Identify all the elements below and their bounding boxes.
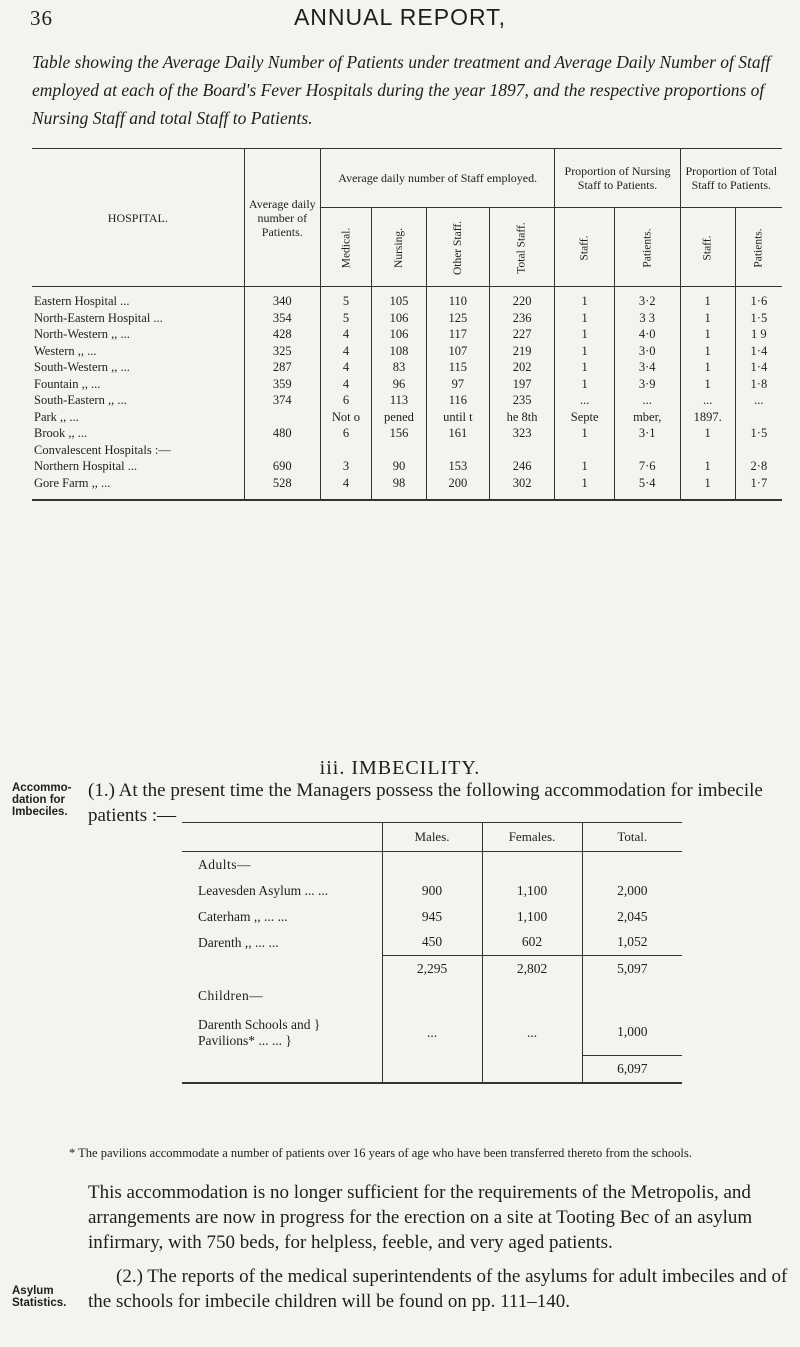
table-cell: 1 [680, 310, 735, 327]
hospital-name: North-Eastern Hospital ... [34, 310, 163, 325]
subtotal-males: 2,295 [382, 956, 482, 982]
hospital-name: North-Western ,, ... [34, 327, 130, 342]
table-cell: 1·4 [735, 359, 782, 376]
table-row [32, 392, 782, 409]
table-cell: 105 [371, 287, 426, 310]
table-cell: 235 [489, 392, 555, 409]
table-cell [244, 409, 320, 426]
table-cell: 115 [427, 359, 490, 376]
subheader-total-staff: Total Staff. [489, 208, 555, 287]
table-row [32, 310, 782, 327]
table-cell: 98 [371, 475, 426, 500]
header-staff-employed: Average daily number of Staff employed. [320, 149, 554, 208]
subheader-total-staff-prop: Staff. [680, 208, 735, 287]
table-row [32, 425, 782, 442]
margin-note-accommodation [12, 782, 71, 818]
t2-header-males: Males. [382, 823, 482, 852]
table-cell: 1 [680, 425, 735, 442]
hospital-name: Park ,, ... [34, 409, 79, 424]
header-nursing-proportion: Proportion of Nursing Staff to Patients. [555, 149, 680, 208]
hospital-name: South-Western ,, ... [34, 360, 130, 375]
table-cell: 6 [320, 392, 371, 409]
table-cell: 1·6 [735, 287, 782, 310]
females-value: 602 [482, 930, 582, 956]
table-cell: 428 [244, 326, 320, 343]
fever-hospitals-table [32, 148, 782, 501]
table-cell: 227 [489, 326, 555, 343]
table-cell: 1 [555, 287, 614, 310]
row-name-line: Pavilions* ... ... } [198, 1032, 292, 1048]
table-cell: 3 [320, 458, 371, 475]
table-row [32, 287, 782, 310]
males-value: ... [382, 1010, 482, 1056]
table-cell: 202 [489, 359, 555, 376]
hospital-name: Brook ,, ... [34, 426, 88, 441]
table-cell: ... [614, 392, 680, 409]
table-cell: 1 [680, 376, 735, 393]
table-cell: 1 [555, 359, 614, 376]
table-cell: 161 [427, 425, 490, 442]
table-cell: 125 [427, 310, 490, 327]
table-cell: 1 [680, 343, 735, 360]
table-row [32, 409, 782, 426]
t2-header-females: Females. [482, 823, 582, 852]
section-title: iii. IMBECILITY. [319, 757, 481, 779]
table-cell: 4 [320, 326, 371, 343]
table-cell: 108 [371, 343, 426, 360]
row-name: Caterham ,, ... ... [198, 908, 288, 924]
table-cell: 690 [244, 458, 320, 475]
header-hospital: HOSPITAL. [32, 149, 244, 287]
hospital-name: Convalescent Hospitals :— [34, 442, 171, 457]
table-cell: 197 [489, 376, 555, 393]
table-cell: 374 [244, 392, 320, 409]
table-cell: 236 [489, 310, 555, 327]
table-cell: 2·8 [735, 458, 782, 475]
table-cell: 1897. [680, 409, 735, 426]
subtotal-total: 5,097 [582, 956, 682, 982]
table-cell: 97 [427, 376, 490, 393]
table-cell: ... [735, 392, 782, 409]
row-name-darenth-schools [182, 1010, 382, 1056]
females-value: ... [482, 1010, 582, 1056]
table-cell: 4 [320, 376, 371, 393]
table-cell: 5 [320, 310, 371, 327]
table-cell: ... [680, 392, 735, 409]
table-body [32, 287, 782, 500]
table-cell: 1 [555, 475, 614, 500]
footnote [70, 1145, 790, 1162]
table-cell: 246 [489, 458, 555, 475]
table-cell: 90 [371, 458, 426, 475]
table-cell: 156 [371, 425, 426, 442]
table-row [32, 326, 782, 343]
table-cell [427, 442, 490, 459]
subtotal-females: 2,802 [482, 956, 582, 982]
table-cell: 325 [244, 343, 320, 360]
table-row [32, 475, 782, 500]
paragraph-insufficient: This accommodation is no longer sufficient for the requirements of the Metropolis, and arrangements are now in progress for the erection on a site at Tooting Bec of an asylum infirmary, with 750 beds, for helpless, feeble, and very aged patients. [88, 1182, 753, 1253]
hospital-name: Northern Hospital ... [34, 459, 138, 474]
table-cell: 220 [489, 287, 555, 310]
table-cell: 3·4 [614, 359, 680, 376]
hospital-name: South-Eastern ,, ... [34, 393, 127, 408]
table-cell: 6 [320, 425, 371, 442]
hospital-name: Eastern Hospital ... [34, 294, 130, 309]
hospital-name: Fountain ,, ... [34, 376, 101, 391]
females-value: 1,100 [482, 878, 582, 904]
table-cell: 7·6 [614, 458, 680, 475]
table-row [32, 343, 782, 360]
males-value: 945 [382, 904, 482, 930]
hospital-name: Western ,, ... [34, 343, 97, 358]
table-cell: 5 [320, 287, 371, 310]
table-cell: 3·0 [614, 343, 680, 360]
table-cell: 1 [680, 475, 735, 500]
table-cell: 1 [555, 458, 614, 475]
paragraph-accommodation: (1.) At the present time the Managers possess the following accommodation for imbecile patients :— [88, 780, 763, 826]
table-cell [244, 442, 320, 459]
subheader-other-staff: Other Staff. [427, 208, 490, 287]
table-cell: 4 [320, 475, 371, 500]
table-cell: 354 [244, 310, 320, 327]
males-value: 900 [382, 878, 482, 904]
grand-total: 6,097 [582, 1056, 682, 1084]
total-value: 2,045 [582, 904, 682, 930]
footnote-text: * The pavilions accommodate a number of patients over 16 years of age who have been transferred thereto from the schools. [69, 1146, 692, 1160]
table-cell: 4 [320, 359, 371, 376]
hospital-name: Gore Farm ,, ... [32, 475, 244, 500]
table-cell: 153 [427, 458, 490, 475]
table-cell: he 8th [489, 409, 555, 426]
table-cell: 113 [371, 392, 426, 409]
table-cell: ... [555, 392, 614, 409]
total-value: 1,052 [582, 930, 682, 956]
table-cell: 1·7 [735, 475, 782, 500]
table-cell: 96 [371, 376, 426, 393]
table-cell: 340 [244, 287, 320, 310]
table-cell: Not o [320, 409, 371, 426]
table-cell: 1 [680, 287, 735, 310]
running-header: ANNUAL REPORT, [293, 4, 507, 30]
table-cell: 287 [244, 359, 320, 376]
table-caption: Table showing the Average Daily Number of Patients under treatment and Average Daily Number of Staff employed at each of the Board's Fever Hospitals during the year 1897, and the respective proportions of Nursing Staff and total Staff to Patients. [32, 52, 771, 128]
margin-line: Accommo- [12, 782, 72, 794]
table-cell [555, 442, 614, 459]
row-name: Leavesden Asylum ... ... [198, 882, 329, 898]
row-name-line: Darenth Schools and } [198, 1016, 321, 1032]
table-cell [614, 442, 680, 459]
table-cell [735, 409, 782, 426]
table-cell: 200 [427, 475, 490, 500]
table-cell: 528 [244, 475, 320, 500]
table-cell: 106 [371, 326, 426, 343]
imbecile-accommodation-table [182, 822, 682, 1084]
margin-line: Statistics. [12, 1297, 67, 1309]
t2-header-total: Total. [582, 823, 682, 852]
females-value: 1,100 [482, 904, 582, 930]
subheader-nursing: Nursing. [371, 208, 426, 287]
margin-line: dation for [12, 794, 66, 806]
table-cell: 3 3 [614, 310, 680, 327]
table-cell: 1 [555, 425, 614, 442]
table-cell: 1 [555, 326, 614, 343]
table-cell: 1·4 [735, 343, 782, 360]
table-row [32, 359, 782, 376]
males-value: 450 [382, 930, 482, 956]
table-cell: 4·0 [614, 326, 680, 343]
table-cell: 117 [427, 326, 490, 343]
table-cell: 323 [489, 425, 555, 442]
subheader-nursing-staff: Staff. [555, 208, 614, 287]
table-cell: 110 [427, 287, 490, 310]
table-cell: 1 [555, 310, 614, 327]
table-cell: 3·9 [614, 376, 680, 393]
table-cell [320, 442, 371, 459]
page-number: 36 [30, 6, 53, 30]
table-cell: 83 [371, 359, 426, 376]
table-cell: 116 [427, 392, 490, 409]
table-cell: 106 [371, 310, 426, 327]
table-row [32, 376, 782, 393]
table-cell: 1·8 [735, 376, 782, 393]
table-row [32, 442, 782, 459]
table-row [32, 458, 782, 475]
table-cell: 302 [489, 475, 555, 500]
table-cell: 480 [244, 425, 320, 442]
table-cell: 1 [680, 359, 735, 376]
table-cell: 5·4 [614, 475, 680, 500]
t2-corner [182, 823, 382, 852]
table-cell [735, 442, 782, 459]
table-cell: Septe [555, 409, 614, 426]
paragraph-statistics: (2.) The reports of the medical superintendents of the asylums for adult imbeciles and of the schools for imbecile children will be found on pp. 111–140. [88, 1266, 788, 1312]
table-cell: mber, [614, 409, 680, 426]
subheader-nursing-patients: Patients. [614, 208, 680, 287]
table-cell: 359 [244, 376, 320, 393]
header-average-patients: Average daily number of Patients. [244, 149, 320, 287]
table-cell [680, 442, 735, 459]
table-cell: 1 [680, 326, 735, 343]
subheader-total-patients-prop: Patients. [735, 208, 782, 287]
table-cell: 1·5 [735, 425, 782, 442]
adults-label: Adults— [198, 856, 252, 872]
table-cell: 1 9 [735, 326, 782, 343]
header-total-proportion: Proportion of Total Staff to Patients. [680, 149, 782, 208]
margin-line: Asylum [12, 1285, 54, 1297]
total-value: 1,000 [582, 1010, 682, 1056]
row-name: Darenth ,, ... ... [198, 934, 279, 950]
table-cell: until t [427, 409, 490, 426]
table-cell: 1·5 [735, 310, 782, 327]
children-label: Children— [198, 987, 264, 1003]
total-value: 2,000 [582, 878, 682, 904]
table-cell: pened [371, 409, 426, 426]
table-cell: 1 [555, 343, 614, 360]
table-cell: 3·2 [614, 287, 680, 310]
table-cell [371, 442, 426, 459]
table-cell: 107 [427, 343, 490, 360]
table-cell: 219 [489, 343, 555, 360]
subheader-medical: Medical. [320, 208, 371, 287]
table-cell: 1 [680, 458, 735, 475]
margin-note-statistics [12, 1285, 66, 1309]
table-cell [489, 442, 555, 459]
table-cell: 1 [555, 376, 614, 393]
margin-line: Imbeciles. [12, 806, 68, 818]
table-cell: 3·1 [614, 425, 680, 442]
table-cell: 4 [320, 343, 371, 360]
